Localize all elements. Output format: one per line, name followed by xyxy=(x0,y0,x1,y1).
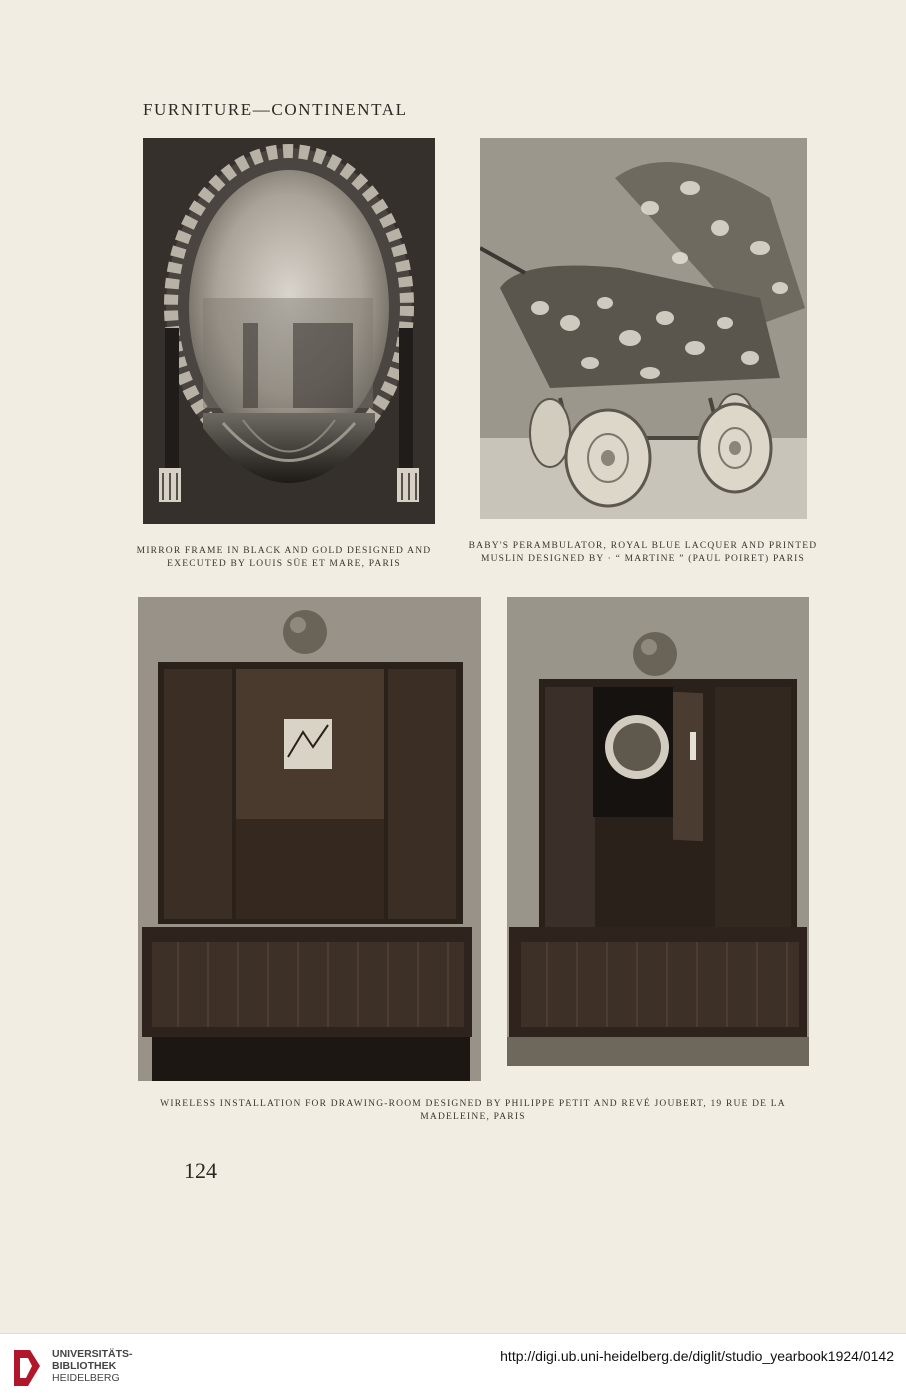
university-library-logo-icon xyxy=(10,1346,46,1390)
page-number: 124 xyxy=(184,1158,217,1183)
perambulator-caption xyxy=(462,540,824,566)
wireless-cabinet-closed-photo xyxy=(138,597,481,1081)
perambulator-caption-line2: MUSLIN DESIGNED BY · “ MARTINE ” (PAUL POIRET) PARIS xyxy=(480,554,806,564)
mirror-photo xyxy=(143,138,435,524)
wireless-caption-line2: MADELEINE, PARIS xyxy=(420,1112,526,1122)
library-name-line3: HEIDELBERG xyxy=(52,1372,120,1384)
mirror-caption-line2: EXECUTED BY LOUIS SÜE ET MARE, PARIS xyxy=(167,559,401,569)
library-name-line2: BIBLIOTHEK xyxy=(52,1360,117,1372)
library-name xyxy=(52,1348,133,1384)
wireless-caption-line1: WIRELESS INSTALLATION FOR DRAWING-ROOM DESIGNED BY PHILIPPE PETIT AND REVÉ JOUBERT, 19 RUE DE LA xyxy=(160,1099,786,1109)
running-title: FURNITURE—CONTINENTAL xyxy=(143,100,408,119)
wireless-caption xyxy=(120,1098,826,1124)
footer-bar xyxy=(0,1333,906,1399)
perambulator-photo xyxy=(480,138,807,519)
perambulator-caption-line1: BABY'S PERAMBULATOR, ROYAL BLUE LACQUER AND PRINTED xyxy=(468,541,818,551)
permalink-url[interactable]: http://digi.ub.uni-heidelberg.de/diglit/studio_yearbook1924/0142 xyxy=(500,1348,894,1364)
mirror-caption xyxy=(128,545,440,571)
mirror-caption-line1: MIRROR FRAME IN BLACK AND GOLD DESIGNED AND xyxy=(136,546,432,556)
wireless-cabinet-open-photo xyxy=(507,597,809,1066)
library-name-line1: UNIVERSITÄTS- xyxy=(52,1348,133,1360)
